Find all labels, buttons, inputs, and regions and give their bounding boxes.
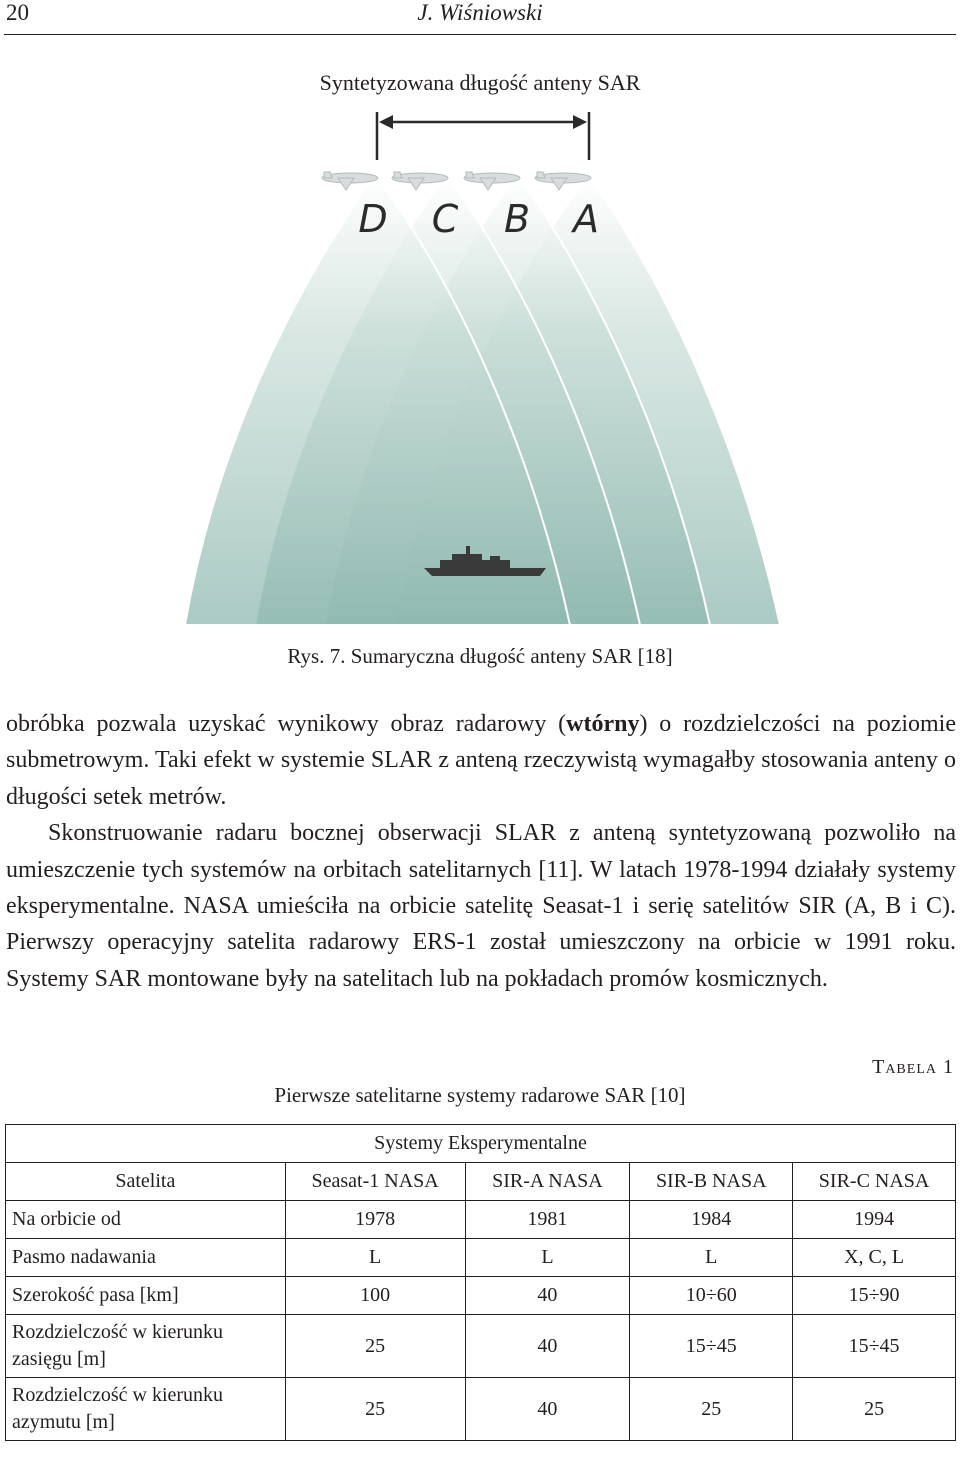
bold-term: wtórny [566,711,640,737]
body-text [6,706,956,997]
table-cell: 25 [630,1378,793,1441]
paragraph-2: Skonstruowanie radaru bocznej obserwacji SLAR z anteną syntetyzowaną pozwoliło na umieszczenie tych systemów na orbitach satelitarnych [11]. W latach 1978-1994 działały systemy eksperymentalne. NASA umieściła na orbicie satelitę Seasat-1 i serię satelitów SIR (A, B i C). Pierwszy operacyjny satelita radarowy ERS-1 został umieszczony na orbicie w 1991 roku. Systemy SAR montowane były na satelitach lub na pokładach promów kosmicznych. [6,820,956,992]
paragraph-1: obróbka pozwala uzyskać wynikowy obraz radarowy (wtórny) o rozdzielczości na poziomie submetrowym. Taki efekt w systemie SLAR z anteną rzeczywistą wymagałby stosowania anteny o długości setek metrów. [6,711,957,810]
table-cell: 25 [285,1378,465,1441]
table-cell: 40 [465,1378,630,1441]
table-cell: 1984 [630,1201,793,1239]
column-header: Seasat-1 NASA [285,1163,465,1201]
row-label: Pasmo nadawania [6,1239,286,1277]
table-header-row [6,1163,956,1201]
figure-caption: Rys. 7. Sumaryczna długość anteny SAR [18] [287,644,673,668]
beam-label-d: D [358,197,388,241]
table-row [6,1277,956,1315]
table-cell: 10÷60 [630,1277,793,1315]
column-header: SIR-B NASA [630,1163,793,1201]
table-cell: 25 [285,1315,465,1378]
beam-label-a: A [573,197,599,241]
row-label: Rozdzielczość w kierunku zasięgu [m] [6,1315,286,1378]
table-cell: 1994 [793,1201,956,1239]
table-row [6,1239,956,1277]
column-header: Satelita [6,1163,286,1201]
table-row [6,1315,956,1378]
table-cell: L [285,1239,465,1277]
column-header: SIR-A NASA [465,1163,630,1201]
table-cell: 1978 [285,1201,465,1239]
row-label: Na orbicie od [6,1201,286,1239]
page-number: 20 [6,0,29,25]
table-row [6,1201,956,1239]
running-head-author: J. Wiśniowski [417,0,543,25]
table-cell: 100 [285,1277,465,1315]
synthetic-length-arrow [377,112,589,160]
table-group-header-row [6,1125,956,1163]
table-cell: 15÷45 [793,1315,956,1378]
sar-figure [0,60,960,640]
table-row [6,1378,956,1441]
page-header [0,0,960,40]
table-title: Pierwsze satelitarne systemy radarowe SAR [10] [274,1083,686,1107]
table-cell: 15÷45 [630,1315,793,1378]
table-cell: 40 [465,1315,630,1378]
table-cell: 1981 [465,1201,630,1239]
header-rule [4,34,956,35]
beam-label-b: B [503,197,531,241]
group-header: Systemy Eksperymentalne [6,1125,956,1163]
sar-systems-table [5,1124,956,1441]
table-cell: L [630,1239,793,1277]
aircraft-icons [322,172,591,190]
figure-title: Syntetyzowana długość anteny SAR [319,70,641,95]
column-header: SIR-C NASA [793,1163,956,1201]
table-cell: 40 [465,1277,630,1315]
table-cell: L [465,1239,630,1277]
row-label: Rozdzielczość w kierunku azymutu [m] [6,1378,286,1441]
row-label: Szerokość pasa [km] [6,1277,286,1315]
table-cell: 15÷90 [793,1277,956,1315]
table-cell: 25 [793,1378,956,1441]
table-label: Tabela 1 [872,1056,954,1078]
table-cell: X, C, L [793,1239,956,1277]
sar-beam-diagram [0,60,960,640]
beam-label-c: C [431,197,459,241]
